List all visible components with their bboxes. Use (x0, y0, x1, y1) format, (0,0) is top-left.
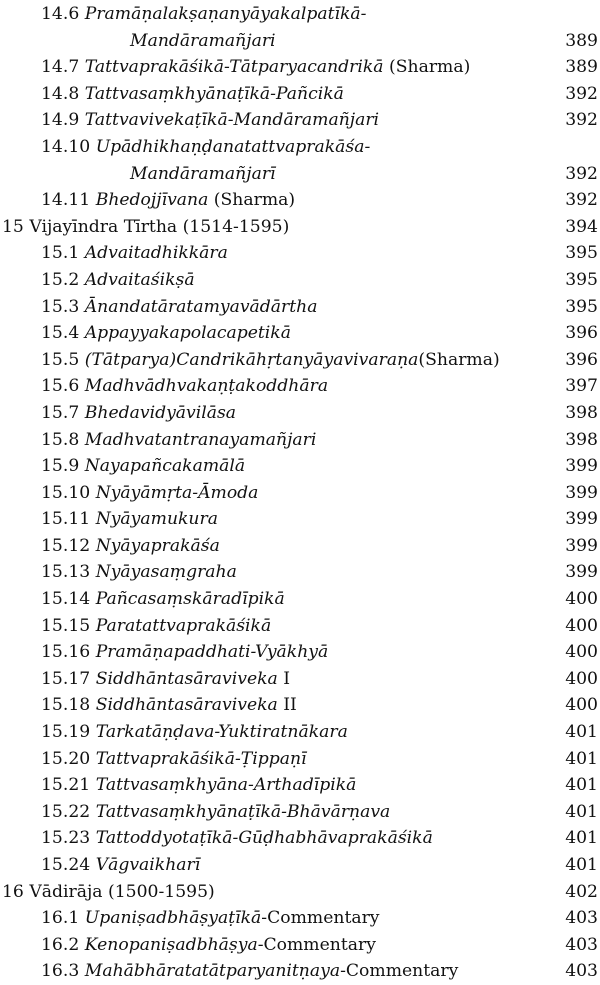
entry-page-number: 400 (565, 615, 598, 636)
entry-page-number: 394 (565, 216, 598, 237)
entry-page-number: 399 (565, 456, 598, 477)
entry-number: 15.6 (41, 376, 80, 397)
toc-entry-text (41, 586, 285, 613)
toc-entry-text (41, 347, 500, 374)
toc-section-entry (0, 373, 600, 400)
toc-section-entry (0, 692, 600, 719)
toc-section-entry (0, 400, 600, 427)
entry-number: 15.9 (41, 456, 80, 477)
entry-page-number: 399 (565, 562, 598, 583)
entry-title-suffix: II (277, 695, 297, 716)
toc-section-entry (0, 320, 600, 347)
entry-title: Bhedojjīvana (95, 190, 209, 211)
toc-entry-text (41, 373, 328, 400)
toc-section-entry (0, 427, 600, 454)
entry-title-suffix: (Sharma) (208, 190, 296, 211)
entry-page-number: 401 (565, 801, 598, 822)
entry-number: 15 (2, 216, 24, 237)
entry-title: (Tātparya)Candrikāhṛtanyāyavivaraṇa (84, 349, 419, 370)
toc-entry-text (41, 905, 380, 932)
entry-number: 15.19 (41, 722, 91, 743)
toc-section-entry (0, 586, 600, 613)
toc-section-entry (0, 825, 600, 852)
entry-title: Advaitadhikkāra (84, 243, 228, 264)
entry-number: 15.24 (41, 855, 91, 875)
entry-page-number: 400 (565, 668, 598, 689)
entry-number: 14.11 (41, 190, 91, 211)
toc-entry-text (41, 559, 237, 586)
toc-entry-text (41, 453, 245, 480)
entry-page-number: 399 (565, 535, 598, 556)
entry-title: Tattvaprakāśikā-Ṭippaṇī (95, 748, 307, 769)
toc-entry-text (41, 932, 376, 959)
entry-title: Tattvasaṃkhyāna-Arthadīpikā (95, 775, 357, 796)
entry-page-number: 395 (565, 269, 598, 290)
entry-title: Tattvasaṃkhyānaṭīkā-Bhāvārṇava (95, 801, 391, 822)
entry-number: 15.20 (41, 748, 91, 769)
entry-number: 15.16 (41, 642, 91, 663)
entry-number: 15.4 (41, 323, 80, 344)
toc-section-entry (0, 533, 600, 560)
entry-title: Siddhāntasāraviveka (95, 668, 278, 689)
entry-title: Ānandatāratamyavādārtha (84, 296, 318, 317)
entry-title: Nyāyasaṃgraha (95, 562, 237, 583)
entry-number: 14.10 (41, 136, 91, 157)
entry-number: 15.3 (41, 296, 80, 317)
toc-entry-text (41, 639, 328, 666)
toc-entry-text (41, 772, 356, 799)
entry-number: 15.13 (41, 562, 91, 583)
toc-section-entry (0, 958, 600, 985)
entry-title: Appayyakapolacapetikā (84, 323, 291, 344)
entry-title: Nyāyāmṛta-Āmoda (95, 482, 259, 503)
entry-title: Nyāyaprakāśa (95, 535, 220, 556)
entry-title: Tattvaprakāśikā-Tātparyacandrikā (84, 57, 384, 78)
toc-entry-text (41, 134, 370, 161)
entry-number: 15.7 (41, 402, 80, 423)
entry-title: Mandāramañjarī (130, 163, 276, 184)
toc-section-entry (0, 267, 600, 294)
entry-number: 15.5 (41, 349, 80, 370)
entry-title: Madhvādhvakaṇṭakoddhāra (84, 376, 329, 397)
entry-number: 15.15 (41, 615, 91, 636)
entry-page-number: 401 (565, 855, 598, 875)
entry-page-number: 392 (565, 163, 598, 184)
toc-entry-text (130, 28, 276, 55)
entry-number: 15.21 (41, 775, 91, 796)
entry-page-number: 389 (565, 30, 598, 51)
entry-title: Nyāyamukura (95, 509, 218, 530)
toc-entry-text (41, 666, 290, 693)
toc-entry-text (41, 400, 236, 427)
entry-page-number: 397 (565, 376, 598, 397)
entry-page-number: 400 (565, 642, 598, 663)
toc-entry-text (41, 719, 348, 746)
entry-number: 15.8 (41, 429, 80, 450)
toc-entry-text (41, 506, 218, 533)
entry-page-number: 399 (565, 482, 598, 503)
toc-entry-text (41, 1, 366, 28)
entry-title-suffix: -Commentary (257, 934, 376, 955)
toc-entry-text (2, 214, 289, 241)
entry-number: 14.7 (41, 57, 80, 78)
toc-entry-text (41, 107, 379, 134)
entry-title: Vijayīndra Tīrtha (1514-1595) (29, 216, 290, 237)
toc-section-entry (0, 134, 600, 161)
entry-page-number: 392 (565, 110, 598, 131)
entry-page-number: 392 (565, 190, 598, 211)
toc-section-entry (0, 187, 600, 214)
toc-section-entry (0, 81, 600, 108)
entry-title: Bhedavidyāvilāsa (84, 402, 237, 423)
toc-entry-text (41, 267, 195, 294)
entry-page-number: 395 (565, 296, 598, 317)
entry-number: 15.22 (41, 801, 91, 822)
entry-page-number: 396 (565, 349, 598, 370)
toc-section-entry (0, 639, 600, 666)
toc-section-entry (0, 506, 600, 533)
entry-title-suffix: (Sharma) (418, 349, 500, 370)
entry-title: Upaniṣadbhāṣyaṭīkā (84, 908, 262, 929)
entry-title: Upādhikhaṇḍanatattvaprakāśa- (95, 136, 371, 157)
toc-section-entry (0, 905, 600, 932)
toc-section-entry (0, 719, 600, 746)
toc-entry-text (41, 958, 458, 985)
toc-entry-text (41, 533, 220, 560)
entry-title: Advaitaśikṣā (84, 269, 195, 290)
entry-page-number: 396 (565, 323, 598, 344)
entry-title-suffix: (Sharma) (383, 57, 471, 78)
entry-title: Tattoddyotaṭīkā-Gūḍhabhāvaprakāśikā (95, 828, 433, 849)
toc-entry-text (41, 294, 317, 321)
entry-number: 15.14 (41, 589, 91, 610)
entry-title-suffix: -Commentary (340, 961, 459, 982)
toc-entry-text (41, 240, 228, 267)
entry-title-suffix: -Commentary (261, 908, 380, 929)
toc-entry-text (41, 852, 200, 879)
entry-number: 16.3 (41, 961, 80, 982)
entry-number: 15.10 (41, 482, 91, 503)
entry-number: 15.18 (41, 695, 91, 716)
entry-number: 14.8 (41, 83, 80, 104)
entry-page-number: 401 (565, 748, 598, 769)
toc-entry-text (130, 161, 276, 188)
toc-chapter-entry (0, 214, 600, 241)
entry-page-number: 400 (565, 695, 598, 716)
toc-section-entry (0, 294, 600, 321)
entry-title: Pramāṇalakṣaṇanyāyakalpatīkā- (84, 4, 367, 24)
toc-section-entry (0, 28, 600, 55)
entry-number: 16.1 (41, 908, 80, 929)
entry-page-number: 401 (565, 775, 598, 796)
toc-section-entry (0, 613, 600, 640)
entry-title: Tarkatāṇḍava-Yuktiratnākara (95, 722, 348, 743)
toc-section-entry (0, 799, 600, 826)
entry-page-number: 395 (565, 243, 598, 264)
toc-section-entry (0, 107, 600, 134)
toc-section-entry (0, 480, 600, 507)
entry-number: 15.2 (41, 269, 80, 290)
toc-entry-text (41, 799, 390, 826)
entry-number: 14.6 (41, 4, 80, 24)
entry-number: 15.23 (41, 828, 91, 849)
entry-number: 16 (2, 881, 24, 902)
entry-page-number: 403 (565, 934, 598, 955)
entry-number: 15.11 (41, 509, 91, 530)
entry-title: Tattvasaṃkhyānaṭīkā-Pañcikā (84, 83, 344, 104)
entry-title: Nayapañcakamālā (84, 456, 246, 477)
entry-title: Tattvavivekaṭīkā-Mandāramañjari (84, 110, 380, 131)
toc-section-entry (0, 852, 600, 879)
toc-entry-text (41, 692, 297, 719)
entry-page-number: 398 (565, 402, 598, 423)
toc-section-entry (0, 746, 600, 773)
toc-entry-text (2, 879, 215, 906)
entry-number: 15.12 (41, 535, 91, 556)
toc-entry-text (41, 320, 291, 347)
toc-entry-text (41, 81, 344, 108)
entry-title: Kenopaniṣadbhāṣya (84, 934, 258, 955)
entry-title: Madhvatantranayamañjari (84, 429, 317, 450)
entry-number: 15.1 (41, 243, 80, 264)
entry-page-number: 402 (565, 881, 598, 902)
entry-page-number: 398 (565, 429, 598, 450)
entry-page-number: 401 (565, 828, 598, 849)
entry-page-number: 403 (565, 961, 598, 982)
entry-page-number: 401 (565, 722, 598, 743)
toc-entry-text (41, 480, 258, 507)
toc-section-entry (0, 666, 600, 693)
entry-page-number: 392 (565, 83, 598, 104)
toc-section-entry (0, 453, 600, 480)
toc-section-entry (0, 559, 600, 586)
toc-entry-text (41, 825, 433, 852)
toc-entry-text (41, 427, 316, 454)
toc-section-entry (0, 1, 600, 28)
toc-entry-text (41, 613, 271, 640)
entry-title-suffix: I (277, 668, 291, 689)
entry-title: Mahābhāratatātparyanitṇaya (84, 961, 341, 982)
toc-chapter-entry (0, 879, 600, 906)
entry-page-number: 400 (565, 589, 598, 610)
entry-title: Paratattvaprakāśikā (95, 615, 272, 636)
entry-number: 14.9 (41, 110, 80, 131)
toc-section-entry (0, 54, 600, 81)
entry-title: Siddhāntasāraviveka (95, 695, 278, 716)
table-of-contents (0, 1, 600, 985)
entry-title: Vāgvaikharī (95, 855, 201, 875)
entry-title: Pramāṇapaddhati-Vyākhyā (95, 642, 329, 663)
toc-section-entry (0, 240, 600, 267)
toc-section-entry (0, 161, 600, 188)
entry-page-number: 389 (565, 57, 598, 78)
entry-title: Pañcasaṃskāradīpikā (95, 589, 285, 610)
entry-title: Vādirāja (1500-1595) (29, 881, 215, 902)
entry-page-number: 403 (565, 908, 598, 929)
toc-section-entry (0, 347, 600, 374)
toc-entry-text (41, 54, 470, 81)
toc-entry-text (41, 187, 295, 214)
entry-title: Mandāramañjari (130, 30, 276, 51)
toc-section-entry (0, 772, 600, 799)
entry-page-number: 399 (565, 509, 598, 530)
entry-number: 16.2 (41, 934, 80, 955)
toc-entry-text (41, 746, 307, 773)
toc-section-entry (0, 932, 600, 959)
entry-number: 15.17 (41, 668, 91, 689)
